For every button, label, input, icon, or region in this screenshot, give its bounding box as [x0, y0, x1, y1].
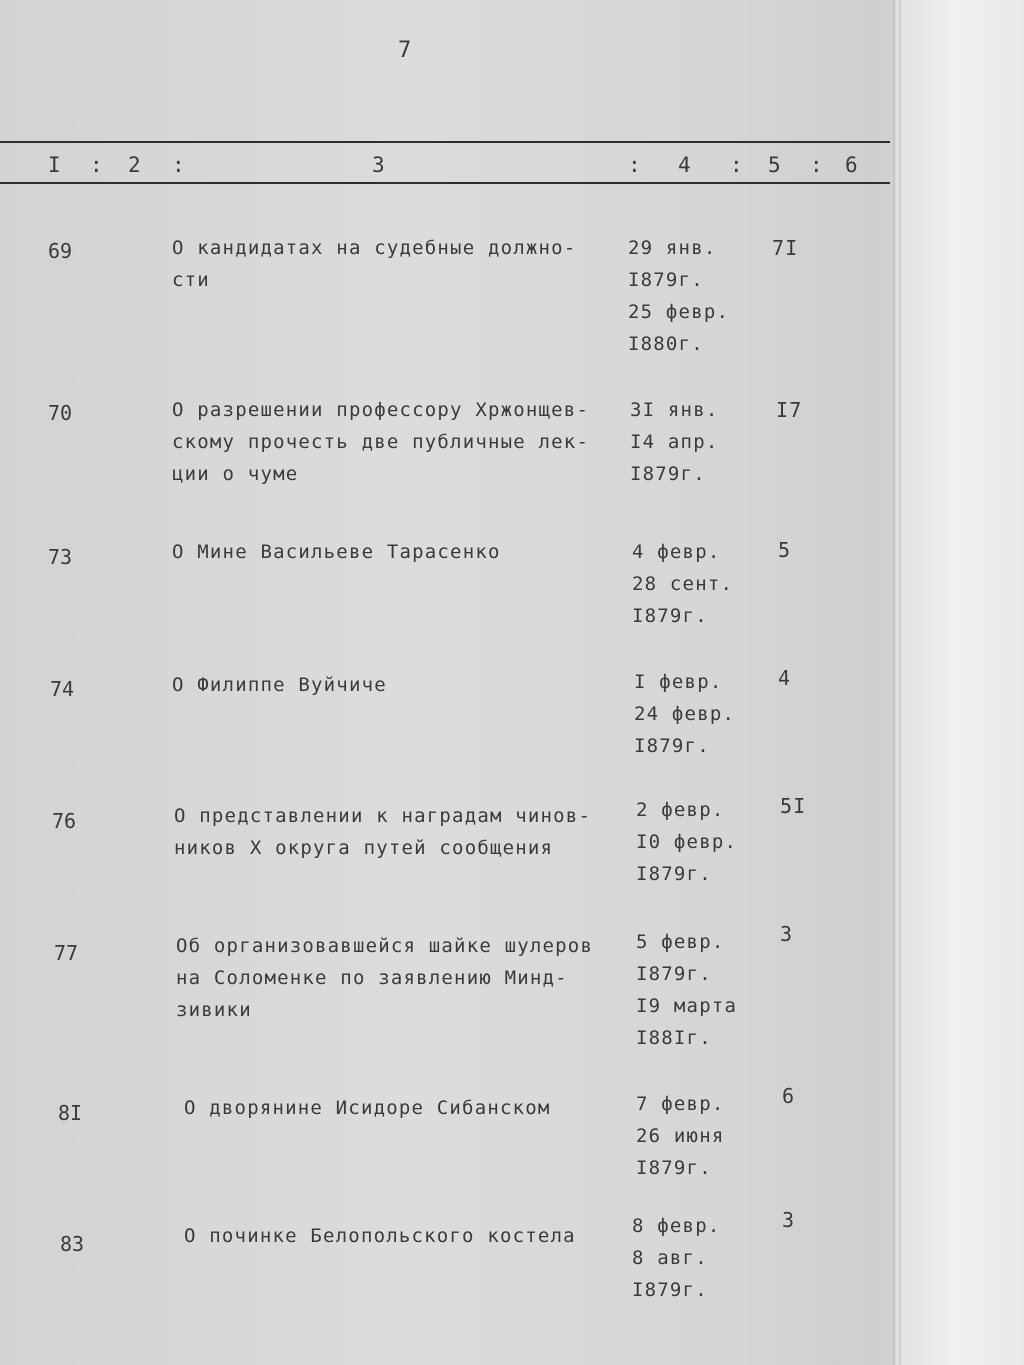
case-dates: [634, 666, 735, 762]
column-header-5: 5: [768, 153, 782, 177]
case-date: 24 февр.: [634, 703, 736, 725]
sheet-count: 5: [778, 538, 792, 562]
case-date: I879г.: [636, 1157, 712, 1179]
case-date: 4 февр.: [632, 541, 721, 563]
case-number: 8I: [58, 1101, 83, 1125]
case-number: 77: [54, 941, 79, 965]
case-number: 76: [52, 809, 77, 833]
case-title: [184, 1220, 576, 1252]
case-title-line: скому прочесть две публичные лек-: [172, 431, 590, 453]
sheet-count: I7: [776, 398, 803, 422]
case-title-line: О починке Белопольского костела: [184, 1225, 576, 1247]
case-date: I879г.: [630, 463, 706, 485]
column-header-3: 3: [372, 153, 386, 177]
case-title-line: О разрешении профессору Хржонщев-: [172, 399, 590, 421]
case-dates: [636, 926, 737, 1054]
column-separator: :: [628, 153, 642, 177]
column-header-2: 2: [128, 153, 142, 177]
case-title-line: сти: [172, 269, 210, 291]
case-date: I0 февр.: [636, 831, 738, 853]
case-title: [172, 669, 387, 701]
page-edge: [893, 0, 901, 1365]
case-title-line: О дворянине Исидоре Сибанском: [184, 1097, 551, 1119]
case-title-line: ции о чуме: [172, 463, 299, 485]
case-title: [172, 232, 576, 296]
column-header-6: 6: [845, 153, 859, 177]
sheet-count: 6: [782, 1084, 796, 1108]
case-date: I февр.: [634, 671, 723, 693]
case-date: 25 февр.: [628, 301, 730, 323]
case-number: 69: [48, 239, 73, 263]
case-title-line: О Мине Васильеве Тарасенко: [172, 541, 501, 563]
case-title-line: О представлении к наградам чинов-: [174, 805, 592, 827]
case-date: I88Iг.: [636, 1027, 712, 1049]
case-date: I879г.: [634, 735, 710, 757]
column-header-4: 4: [678, 153, 692, 177]
case-title-line: О кандидатах на судебные должно-: [172, 237, 577, 259]
sheet-count: 5I: [780, 794, 807, 818]
case-number: 74: [50, 677, 75, 701]
case-dates: [628, 232, 729, 360]
case-title: [176, 930, 593, 1026]
column-separator: :: [730, 153, 744, 177]
case-date: I879г.: [636, 863, 712, 885]
column-header-1: I: [48, 153, 62, 177]
case-title: [174, 800, 591, 864]
case-date: I879г.: [632, 1279, 708, 1301]
case-title-line: на Соломенке по заявлению Минд-: [176, 967, 568, 989]
case-date: 8 февр.: [632, 1215, 721, 1237]
case-date: 26 июня: [636, 1125, 725, 1147]
case-date: 8 авг.: [632, 1247, 708, 1269]
case-date: 7 февр.: [636, 1093, 725, 1115]
sheet-count: 4: [778, 666, 792, 690]
sheet-count: 3: [780, 922, 794, 946]
column-separator: :: [810, 153, 824, 177]
case-date: 28 сент.: [632, 573, 734, 595]
case-date: 29 янв.: [628, 237, 717, 259]
case-date: I879г.: [628, 269, 704, 291]
case-date: I9 марта: [636, 995, 738, 1017]
column-separator: :: [90, 153, 104, 177]
case-number: 70: [48, 401, 73, 425]
case-date: 5 февр.: [636, 931, 725, 953]
case-title-line: ников X округа путей сообщения: [174, 837, 554, 859]
header-rule-top: [0, 141, 890, 143]
page-number: 7: [398, 38, 413, 63]
case-date: 2 февр.: [636, 799, 725, 821]
case-dates: [632, 1210, 720, 1306]
sheet-count: 7I: [772, 236, 799, 260]
column-separator: :: [172, 153, 186, 177]
case-date: I4 апр.: [630, 431, 719, 453]
case-title: [172, 536, 501, 568]
case-dates: [632, 536, 733, 632]
sheet-count: 3: [782, 1208, 796, 1232]
case-dates: [636, 1088, 724, 1184]
case-dates: [636, 794, 737, 890]
adjacent-page: [901, 0, 1024, 1365]
case-title-line: О Филиппе Вуйчиче: [172, 674, 387, 696]
case-title-line: Об организовавшейся шайке шулеров: [176, 935, 594, 957]
case-date: I879г.: [636, 963, 712, 985]
case-date: 3I янв.: [630, 399, 719, 421]
case-title-line: зивики: [176, 999, 252, 1021]
case-date: I879г.: [632, 605, 708, 627]
case-date: I880г.: [628, 333, 704, 355]
case-title: [184, 1092, 551, 1124]
case-number: 83: [60, 1232, 85, 1256]
case-number: 73: [48, 545, 73, 569]
case-dates: [630, 394, 718, 490]
header-rule-bottom: [0, 182, 890, 184]
case-title: [172, 394, 589, 490]
